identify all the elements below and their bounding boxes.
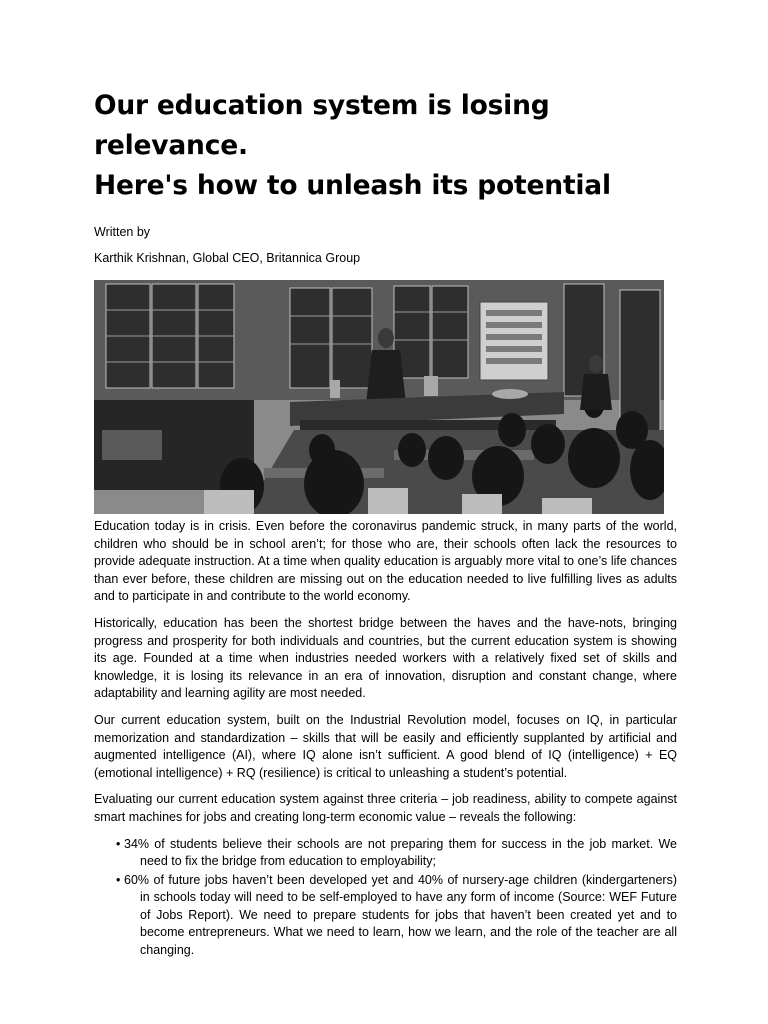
article-body: [94, 518, 677, 827]
title-line-1: Our education system is losing relevance.: [94, 90, 550, 161]
paragraph-2: Historically, education has been the shortest bridge between the haves and the have-nots, bringing progress and prosperity for both individuals and countries, but the current education system is showing its age. Founded at a time when industries needed workers with a relatively fixed set of skills and knowledge, it is losing its relevance in an era of innovation, disruption and constant change, where adaptability and learning agility are most needed.: [94, 615, 677, 701]
author-byline: Karthik Krishnan, Global CEO, Britannica Group: [94, 251, 361, 265]
bullet-icon: •: [116, 872, 121, 887]
classroom-photo: [94, 280, 664, 514]
paragraph-3: Our current education system, built on the Industrial Revolution model, focuses on IQ, in particular memorization and standardization – skills that will be easily and efficiently supplanted by artificial and augmented intelligence (AI), where IQ alone isn’t sufficient. A good blend of IQ (intelligence) + EQ (emotional intelligence) + RQ (resilience) is critical to unleashing a student’s potential.: [94, 712, 677, 780]
paragraph-4: Evaluating our current education system against three criteria – job readiness, ability to compete against smart machines for jobs and creating long-term economic value – reveals the following:: [94, 792, 677, 824]
paragraph-1: Education today is in crisis. Even before the coronavirus pandemic struck, in many parts of the world, children who should be in school aren’t; for those who are, their schools often lack the resources to provide adequate instruction. At a time when quality education is arguably more vital to one’s life chances than ever before, these children are missing out on the education needed to live fulfilling lives as adults and to participate in and contribute to the world economy.: [94, 519, 677, 604]
written-by-label: Written by: [94, 225, 151, 239]
bullet-text: 34% of students believe their schools are not preparing them for success in the job market. We need to fix the bridge from education to employability;: [124, 836, 677, 869]
list-item: [94, 836, 677, 871]
bullet-text: 60% of future jobs haven’t been developed yet and 40% of nursery-age children (kindergarteners) in schools today will need to be self-employed to have any form of income (Source: WEF Future of Jobs Report). We need to prepare students for jobs that haven’t been created yet and to become entrepreneurs. What we need to learn, how we learn, and the role of the teacher are all changing.: [124, 872, 677, 958]
title-line-2: Here's how to unleash its potential: [94, 170, 611, 201]
article: [94, 86, 677, 961]
list-item: [94, 872, 677, 960]
bullet-icon: •: [116, 836, 121, 851]
article-title: [94, 86, 677, 206]
findings-list: [94, 836, 677, 960]
